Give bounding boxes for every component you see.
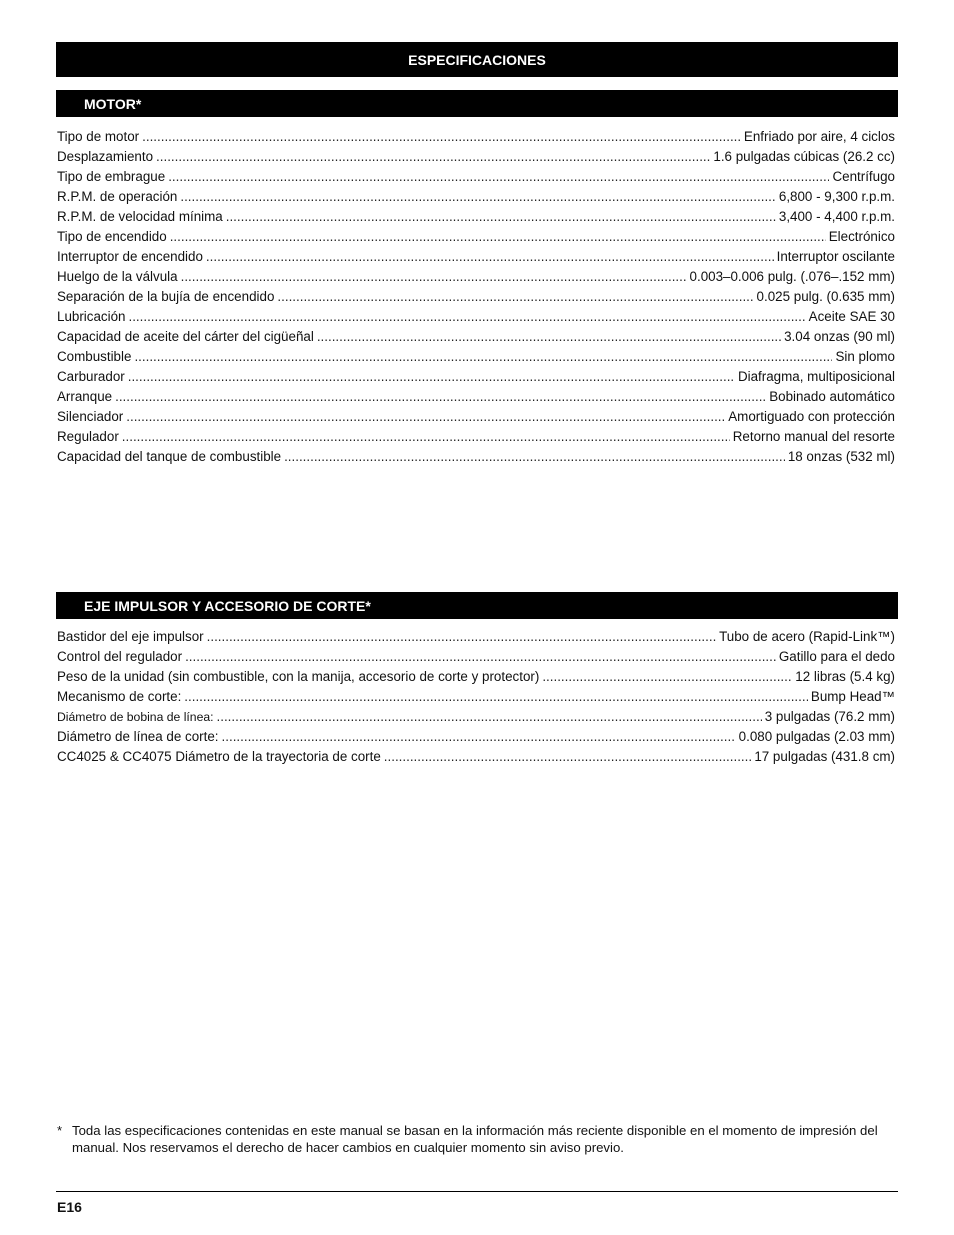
spec-row bbox=[57, 327, 895, 347]
spec-row bbox=[57, 127, 895, 147]
leader-dots bbox=[207, 627, 716, 647]
spec-row bbox=[57, 707, 895, 727]
spec-row bbox=[57, 267, 895, 287]
spec-label: Tipo de encendido bbox=[57, 229, 167, 244]
footnote bbox=[57, 1122, 897, 1156]
spec-value: Electrónico bbox=[828, 229, 895, 244]
spec-label: Diámetro de línea de corte: bbox=[57, 729, 219, 744]
page-number: E16 bbox=[57, 1199, 82, 1215]
spec-row bbox=[57, 647, 895, 667]
spec-label: Mecanismo de corte: bbox=[57, 689, 182, 704]
spec-value: 0.003–0.006 pulg. (.076–.152 mm) bbox=[689, 269, 895, 284]
motor-spec-list bbox=[57, 127, 895, 467]
leader-dots bbox=[184, 687, 808, 707]
spec-row bbox=[57, 387, 895, 407]
leader-dots bbox=[185, 647, 776, 667]
spec-value: 6,800 - 9,300 r.p.m. bbox=[778, 189, 895, 204]
spec-row bbox=[57, 167, 895, 187]
spec-row bbox=[57, 667, 895, 687]
spec-label: Interruptor de encendido bbox=[57, 249, 203, 264]
spec-value: 0.025 pulg. (0.635 mm) bbox=[756, 289, 895, 304]
spec-value: 3 pulgadas (76.2 mm) bbox=[764, 709, 895, 724]
spec-row bbox=[57, 227, 895, 247]
leader-dots bbox=[217, 707, 762, 727]
spec-value: Amortiguado con protección bbox=[728, 409, 895, 424]
spec-label: Diámetro de bobina de línea: bbox=[57, 710, 214, 724]
leader-dots bbox=[181, 267, 687, 287]
spec-value: Tubo de acero (Rapid-Link™) bbox=[719, 629, 895, 644]
leader-dots bbox=[142, 127, 741, 147]
leader-dots bbox=[128, 367, 735, 387]
spec-row bbox=[57, 247, 895, 267]
spec-label: Regulador bbox=[57, 429, 119, 444]
spec-row bbox=[57, 447, 895, 467]
spec-label: Peso de la unidad (sin combustible, con la manija, accesorio de corte y protector) bbox=[57, 669, 540, 684]
spec-row bbox=[57, 687, 895, 707]
spec-label: Bastidor del eje impulsor bbox=[57, 629, 204, 644]
spec-row bbox=[57, 287, 895, 307]
spec-row bbox=[57, 147, 895, 167]
spec-value: 17 pulgadas (431.8 cm) bbox=[754, 749, 895, 764]
spec-value: 12 libras (5.4 kg) bbox=[795, 669, 895, 684]
spec-value: Interruptor oscilante bbox=[776, 249, 895, 264]
spec-row bbox=[57, 307, 895, 327]
spec-value: 3.04 onzas (90 ml) bbox=[784, 329, 895, 344]
spec-value: Gatillo para el dedo bbox=[778, 649, 895, 664]
spec-value: 3,400 - 4,400 r.p.m. bbox=[778, 209, 895, 224]
spec-value: 1.6 pulgadas cúbicas (26.2 cc) bbox=[713, 149, 895, 164]
leader-dots bbox=[170, 227, 826, 247]
spec-row bbox=[57, 207, 895, 227]
spec-label: Capacidad del tanque de combustible bbox=[57, 449, 282, 464]
spec-value: Sin plomo bbox=[835, 349, 895, 364]
spec-label: Carburador bbox=[57, 369, 125, 384]
spec-label: Tipo de embrague bbox=[57, 169, 166, 184]
spec-row bbox=[57, 747, 895, 767]
spec-label: Control del regulador bbox=[57, 649, 183, 664]
leader-dots bbox=[226, 207, 776, 227]
spec-value: Enfriado por aire, 4 ciclos bbox=[743, 129, 895, 144]
spec-value: Diafragma, multiposicional bbox=[737, 369, 895, 384]
leader-dots bbox=[384, 747, 752, 767]
spec-label: Desplazamiento bbox=[57, 149, 154, 164]
leader-dots bbox=[542, 667, 792, 687]
spec-label: Lubricación bbox=[57, 309, 126, 324]
spec-label: Tipo de motor bbox=[57, 129, 140, 144]
spec-row bbox=[57, 347, 895, 367]
leader-dots bbox=[284, 447, 785, 467]
leader-dots bbox=[126, 407, 725, 427]
spec-label: CC4025 & CC4075 Diámetro de la trayectoria de corte bbox=[57, 749, 381, 764]
leader-dots bbox=[317, 327, 781, 347]
spec-row bbox=[57, 407, 895, 427]
spec-label: Huelgo de la válvula bbox=[57, 269, 178, 284]
leader-dots bbox=[156, 147, 710, 167]
spec-row bbox=[57, 627, 895, 647]
spec-label: Silenciador bbox=[57, 409, 124, 424]
spec-row bbox=[57, 367, 895, 387]
spec-row bbox=[57, 427, 895, 447]
spec-label: Combustible bbox=[57, 349, 132, 364]
spec-value: Bump Head™ bbox=[810, 689, 895, 704]
leader-dots bbox=[122, 427, 730, 447]
spec-label: Capacidad de aceite del cárter del cigüeñal bbox=[57, 329, 314, 344]
footnote-marker: * bbox=[57, 1123, 63, 1138]
spec-value: Retorno manual del resorte bbox=[732, 429, 895, 444]
leader-dots bbox=[206, 247, 774, 267]
leader-dots bbox=[128, 307, 805, 327]
section-heading-motor: MOTOR* bbox=[56, 90, 898, 117]
spec-row bbox=[57, 187, 895, 207]
leader-dots bbox=[134, 347, 832, 367]
eje-spec-list bbox=[57, 627, 895, 767]
spec-value: Aceite SAE 30 bbox=[808, 309, 895, 324]
spec-value: Bobinado automático bbox=[769, 389, 895, 404]
footer-divider bbox=[56, 1191, 898, 1192]
spec-row bbox=[57, 727, 895, 747]
spec-value: Centrífugo bbox=[832, 169, 895, 184]
leader-dots bbox=[168, 167, 829, 187]
section-heading-eje: EJE IMPULSOR Y ACCESORIO DE CORTE* bbox=[56, 592, 898, 619]
page-title: ESPECIFICACIONES bbox=[56, 42, 898, 77]
leader-dots bbox=[180, 187, 776, 207]
footnote-text: Toda las especificaciones contenidas en este manual se basan en la información más reciente disponible en el momento de impresión del manual. Nos reservamos el derecho de hacer cambios en cualquier momento sin aviso previo. bbox=[72, 1123, 878, 1155]
spec-label: R.P.M. de operación bbox=[57, 189, 178, 204]
leader-dots bbox=[277, 287, 753, 307]
leader-dots bbox=[222, 727, 736, 747]
spec-label: Separación de la bujía de encendido bbox=[57, 289, 275, 304]
spec-value: 18 onzas (532 ml) bbox=[787, 449, 895, 464]
spec-label: Arranque bbox=[57, 389, 113, 404]
leader-dots bbox=[115, 387, 766, 407]
spec-value: 0.080 pulgadas (2.03 mm) bbox=[738, 729, 895, 744]
spec-label: R.P.M. de velocidad mínima bbox=[57, 209, 223, 224]
